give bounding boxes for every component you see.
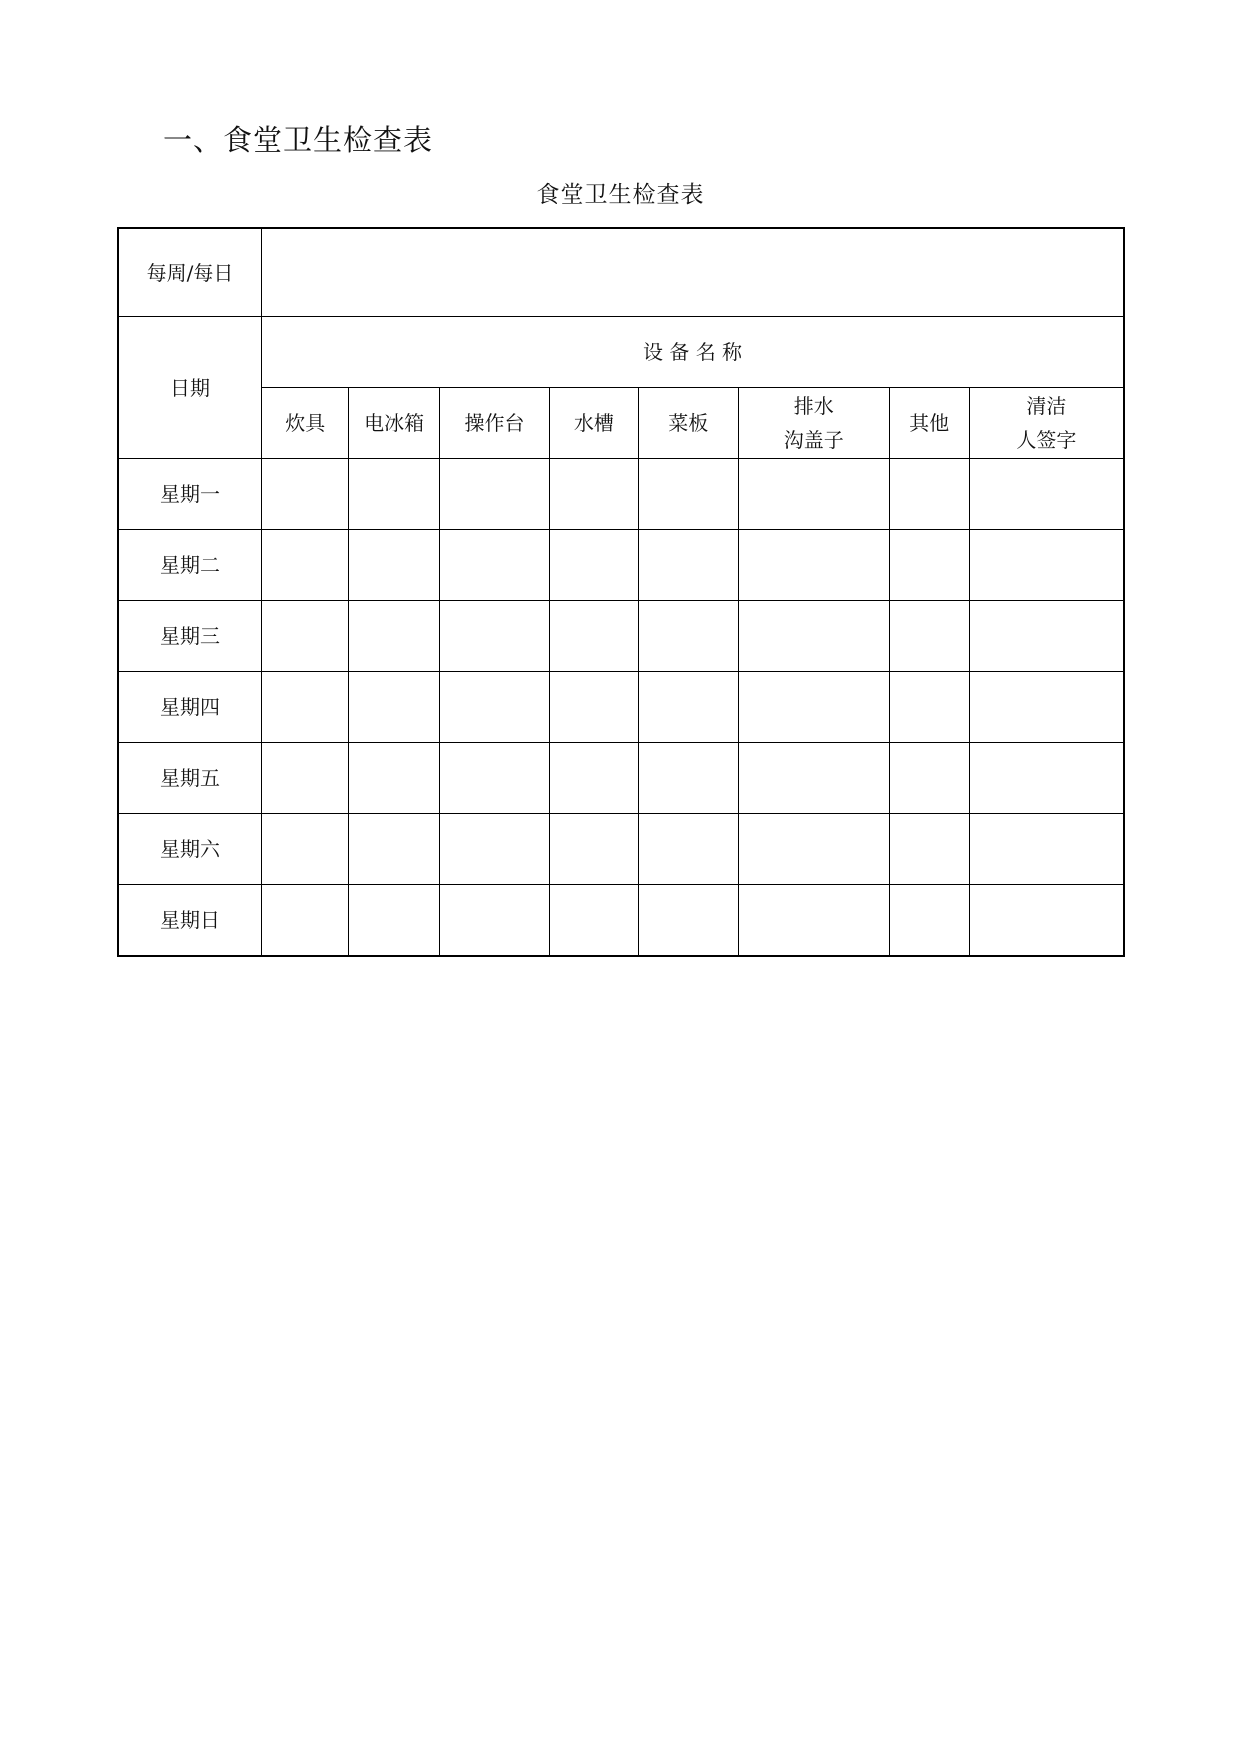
- check-cell[interactable]: [349, 814, 439, 885]
- check-cell[interactable]: [638, 885, 738, 957]
- signature-cell[interactable]: [969, 601, 1124, 672]
- day-label: 星期二: [118, 530, 262, 601]
- table-row: [118, 672, 1124, 743]
- column-header-row: [118, 388, 1124, 459]
- check-cell[interactable]: [889, 743, 969, 814]
- check-cell[interactable]: [738, 459, 889, 530]
- check-cell[interactable]: [738, 672, 889, 743]
- check-cell[interactable]: [439, 459, 549, 530]
- check-cell[interactable]: [638, 459, 738, 530]
- column-header: 操作台: [439, 388, 549, 459]
- period-label: 每周/每日: [118, 228, 262, 317]
- check-cell[interactable]: [439, 601, 549, 672]
- signature-cell[interactable]: [969, 672, 1124, 743]
- check-cell[interactable]: [262, 459, 349, 530]
- check-cell[interactable]: [889, 814, 969, 885]
- period-value-cell[interactable]: [262, 228, 1124, 317]
- check-cell[interactable]: [550, 672, 638, 743]
- check-cell[interactable]: [889, 530, 969, 601]
- check-cell[interactable]: [349, 743, 439, 814]
- check-cell[interactable]: [262, 814, 349, 885]
- group-header-row: [118, 317, 1124, 388]
- signature-cell[interactable]: [969, 459, 1124, 530]
- check-cell[interactable]: [738, 814, 889, 885]
- day-label: 星期一: [118, 459, 262, 530]
- check-cell[interactable]: [349, 530, 439, 601]
- column-header: 水槽: [550, 388, 638, 459]
- check-cell[interactable]: [262, 885, 349, 957]
- check-cell[interactable]: [738, 530, 889, 601]
- check-cell[interactable]: [439, 885, 549, 957]
- column-header: 炊具: [262, 388, 349, 459]
- equipment-group-label: 设 备 名 称: [262, 317, 1124, 388]
- signature-cell[interactable]: [969, 530, 1124, 601]
- date-label: 日期: [118, 317, 262, 459]
- check-cell[interactable]: [889, 885, 969, 957]
- check-cell[interactable]: [349, 672, 439, 743]
- check-cell[interactable]: [550, 530, 638, 601]
- check-cell[interactable]: [638, 601, 738, 672]
- check-cell[interactable]: [439, 530, 549, 601]
- check-cell[interactable]: [262, 672, 349, 743]
- day-label: 星期五: [118, 743, 262, 814]
- check-cell[interactable]: [349, 601, 439, 672]
- check-cell[interactable]: [638, 743, 738, 814]
- day-label: 星期四: [118, 672, 262, 743]
- signature-cell[interactable]: [969, 814, 1124, 885]
- check-cell[interactable]: [439, 743, 549, 814]
- column-header: 排水 沟盖子: [738, 388, 889, 459]
- check-cell[interactable]: [889, 672, 969, 743]
- check-cell[interactable]: [550, 814, 638, 885]
- check-cell[interactable]: [738, 743, 889, 814]
- check-cell[interactable]: [638, 530, 738, 601]
- check-cell[interactable]: [439, 814, 549, 885]
- period-row: [118, 228, 1124, 317]
- column-header: 电冰箱: [349, 388, 439, 459]
- check-cell[interactable]: [889, 459, 969, 530]
- check-cell[interactable]: [550, 459, 638, 530]
- day-label: 星期日: [118, 885, 262, 957]
- check-cell[interactable]: [550, 601, 638, 672]
- check-cell[interactable]: [439, 672, 549, 743]
- check-cell[interactable]: [889, 601, 969, 672]
- column-header: 菜板: [638, 388, 738, 459]
- table-row: [118, 885, 1124, 957]
- check-cell[interactable]: [638, 814, 738, 885]
- check-cell[interactable]: [262, 530, 349, 601]
- check-cell[interactable]: [738, 601, 889, 672]
- table-caption: 食堂卫生检查表: [536, 182, 705, 208]
- inspection-table: [117, 227, 1125, 957]
- day-label: 星期三: [118, 601, 262, 672]
- column-header: 其他: [889, 388, 969, 459]
- table-row: [118, 601, 1124, 672]
- check-cell[interactable]: [550, 885, 638, 957]
- check-cell[interactable]: [349, 885, 439, 957]
- check-cell[interactable]: [262, 601, 349, 672]
- column-header: 清洁 人签字: [969, 388, 1124, 459]
- signature-cell[interactable]: [969, 885, 1124, 957]
- check-cell[interactable]: [349, 459, 439, 530]
- day-label: 星期六: [118, 814, 262, 885]
- table-row: [118, 743, 1124, 814]
- signature-cell[interactable]: [969, 743, 1124, 814]
- table-row: [118, 814, 1124, 885]
- check-cell[interactable]: [738, 885, 889, 957]
- table-row: [118, 459, 1124, 530]
- document-heading: 一、食堂卫生检查表: [163, 123, 434, 157]
- check-cell[interactable]: [638, 672, 738, 743]
- check-cell[interactable]: [262, 743, 349, 814]
- table-row: [118, 530, 1124, 601]
- check-cell[interactable]: [550, 743, 638, 814]
